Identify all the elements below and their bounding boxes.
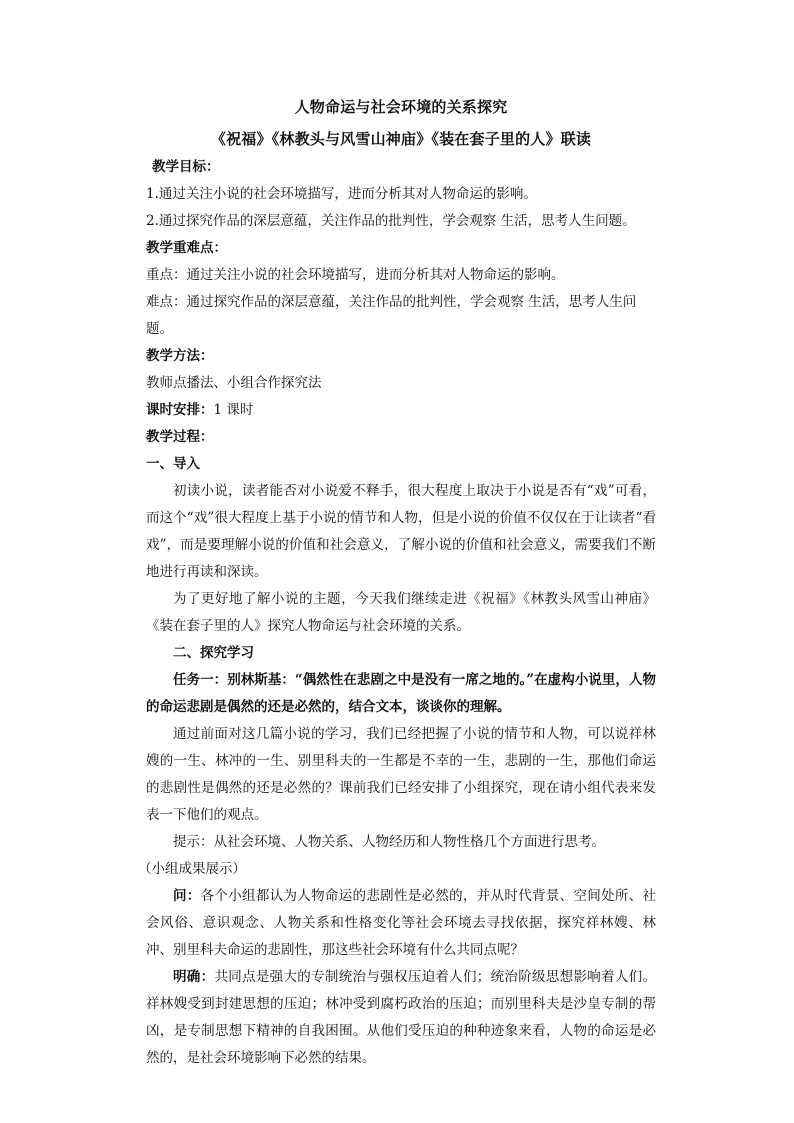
document-content — [138, 96, 657, 1072]
key-point-text: 通过关注小说的社会环境描写，进而分析其对人物命运的影响。 — [186, 267, 565, 283]
objective-2: 2.通过探究作品的深层意蕴，关注作品的批判性，学会观察 生活，思考人生问题。 — [146, 213, 636, 229]
answer-paragraph — [146, 964, 656, 1072]
ask-paragraph — [146, 883, 656, 964]
section-2-heading: 二、探究学习 — [173, 645, 254, 661]
hours-label: 课时安排： — [146, 402, 214, 418]
difficult-point-label: 难点： — [146, 294, 187, 310]
task-1: 任务一：别林斯基：“偶然性在悲剧之中是没有一席之地的。”在虚构小说里，人物的命运悲剧是偶然的还是必然的，结合文本，谈谈你的理解。 — [146, 672, 656, 715]
objectives-heading: 教学目标： — [152, 159, 220, 175]
key-points-heading: 教学重难点： — [146, 240, 227, 256]
methods-heading: 教学方法： — [146, 348, 214, 364]
methods-text: 教师点播法、小组合作探究法 — [146, 375, 322, 391]
key-point — [146, 262, 656, 289]
intro-paragraph-2: 为了更好地了解小说的主题，今天我们继续走进《祝福》《林教头风雪山神庙》《装在套子里的人》探究人物命运与社会环境的关系。 — [146, 591, 656, 634]
answer-label: 明确： — [173, 969, 215, 985]
task-paragraph-1: 通过前面对这几篇小说的学习，我们已经把握了小说的情节和人物，可以说祥林嫂的一生、林冲的一生、别里科夫的一生都是不幸的一生，悲剧的一生，那他们命运的悲剧性是偶然的还是必然的？课前我们已经安排了小组探究，现在请小组代表来发表一下他们的观点。 — [146, 726, 656, 823]
intro-paragraph-1: 初读小说，读者能否对小说爱不释手，很大程度上取决于小说是否有“戏”可看，而这个“戏”很大程度上基于小说的情节和人物，但是小说的价值不仅仅在于让读者“看戏”，而是要理解小说的价值和社会意义，了解小说的价值和社会意义，需要我们不断地进行再读和深读。 — [146, 483, 656, 580]
difficult-point — [146, 289, 656, 343]
process-heading: 教学过程： — [146, 429, 214, 445]
section-1-heading: 一、导入 — [146, 456, 200, 472]
group-show: （小组成果展示） — [138, 861, 246, 877]
key-point-label: 重点： — [146, 267, 187, 283]
hours-line — [146, 397, 656, 424]
document-title: 人物命运与社会环境的关系探究 — [294, 98, 508, 116]
answer-text: 共同点是强大的专制统治与强权压迫着人们；统治阶级思想影响着人们。祥林嫂受到封建思想的压迫；林冲受到腐朽政治的压迫；而别里科夫是沙皇专制的帮凶，是专制思想下精神的自我困囿。从他们受压迫的种种迹象来看，人物的命运是必然的，是社会环境影响下必然的结果。 — [146, 969, 657, 1066]
hint-text: 提示：从社会环境、人物关系、人物经历和人物性格几个方面进行思考。 — [173, 834, 605, 850]
ask-label: 问： — [173, 888, 201, 904]
document-subtitle: 《祝福》《林教头与风雪山神庙》《装在套子里的人》联读 — [210, 130, 592, 148]
difficult-point-text: 通过探究作品的深层意蕴，关注作品的批判性，学会观察 生活，思考人生问题。 — [146, 294, 637, 337]
ask-text: 各个小组都认为人物命运的悲剧性是必然的，并从时代背景、空间处所、社会风俗、意识观念、人物关系和性格变化等社会环境去寻找依据，探究祥林嫂、林冲、别里科夫命运的悲剧性，那这些社会环境有什么共同点呢？ — [146, 888, 657, 958]
objective-1: 1.通过关注小说的社会环境描写，进而分析其对人物命运的影响。 — [146, 186, 537, 202]
hours-value: 1 课时 — [213, 402, 254, 418]
